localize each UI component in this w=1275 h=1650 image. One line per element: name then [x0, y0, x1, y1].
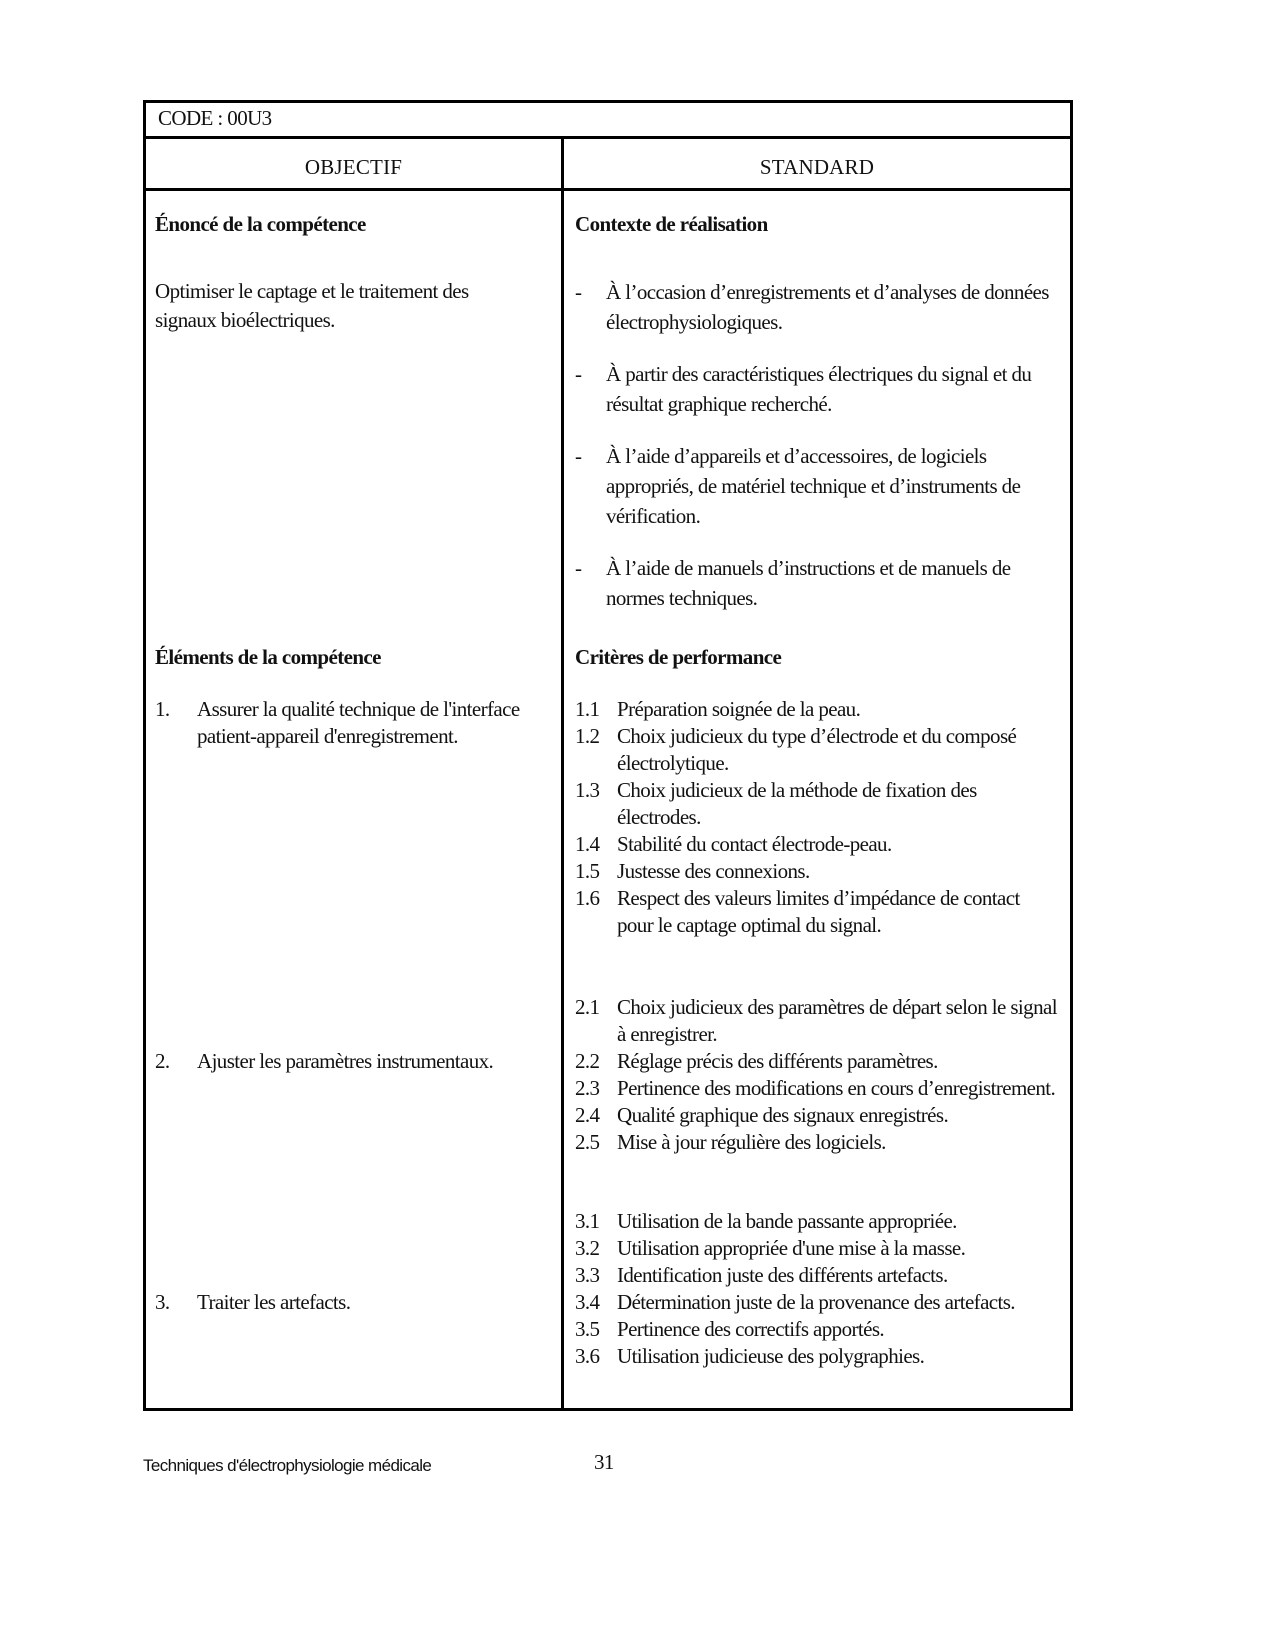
criterion	[575, 1316, 1060, 1343]
criterion	[575, 1343, 1060, 1370]
divider	[146, 188, 1070, 191]
criterion-text: Utilisation de la bande passante appropriée.	[617, 1209, 957, 1233]
criterion-text: Choix judicieux du type d’électrode et du composé électrolytique.	[617, 724, 1017, 775]
criterion-text: Utilisation appropriée d'une mise à la masse.	[617, 1236, 966, 1260]
dash: -	[575, 444, 582, 468]
criterion-text: Choix judicieux des paramètres de départ selon le signal à enregistrer.	[617, 995, 1057, 1046]
criterion-number: 2.5	[575, 1130, 600, 1154]
criterion-number: 3.5	[575, 1317, 600, 1341]
criterion-number: 2.3	[575, 1076, 600, 1100]
criterion-number: 1.5	[575, 859, 600, 883]
criterion	[575, 1102, 1060, 1129]
criterion	[575, 1289, 1060, 1316]
criterion-text: Choix judicieux de la méthode de fixation des électrodes.	[617, 778, 977, 829]
element-number: 2.	[155, 1049, 170, 1073]
enonce-title: Énoncé de la compétence	[155, 212, 366, 236]
elements-title: Éléments de la compétence	[155, 645, 381, 669]
criterion-number: 3.6	[575, 1344, 600, 1368]
criteres-title: Critères de performance	[575, 645, 782, 669]
criterion	[575, 1208, 1060, 1235]
criterion-text: Identification juste des différents artefacts.	[617, 1263, 948, 1287]
criteria-1	[575, 696, 1060, 939]
criterion	[575, 1262, 1060, 1289]
enonce-text: Optimiser le captage et le traitement des signaux bioélectriques.	[155, 279, 469, 332]
criterion-text: Pertinence des modifications en cours d’enregistrement.	[617, 1076, 1056, 1100]
criterion	[575, 1075, 1060, 1102]
header-objectif: OBJECTIF	[304, 155, 403, 179]
element-3	[155, 1289, 577, 1316]
criterion-number: 2.4	[575, 1103, 600, 1127]
criterion	[575, 1235, 1060, 1262]
element-text: Traiter les artefacts.	[197, 1290, 351, 1314]
criterion	[575, 858, 1060, 885]
criterion	[575, 723, 1060, 777]
dash: -	[575, 556, 582, 580]
criterion-text: Mise à jour régulière des logiciels.	[617, 1130, 886, 1154]
code-label: CODE : 00U3	[158, 106, 272, 130]
element-1	[155, 696, 527, 750]
list-item	[575, 277, 1055, 337]
criterion-number: 3.1	[575, 1209, 600, 1233]
criterion-text: Respect des valeurs limites d’impédance de contact pour le captage optimal du signal.	[617, 886, 1020, 937]
criterion-number: 2.1	[575, 995, 600, 1019]
element-text: Ajuster les paramètres instrumentaux.	[197, 1049, 494, 1073]
criterion	[575, 777, 1060, 831]
dash: -	[575, 280, 582, 304]
criterion-number: 3.4	[575, 1290, 600, 1314]
criterion-text: Stabilité du contact électrode-peau.	[617, 832, 892, 856]
criterion	[575, 831, 1060, 858]
criterion-number: 3.2	[575, 1236, 600, 1260]
dash: -	[575, 362, 582, 386]
criteria-3	[575, 1208, 1060, 1370]
contexte-title: Contexte de réalisation	[575, 212, 768, 236]
criterion-text: Préparation soignée de la peau.	[617, 697, 861, 721]
contexte-list	[575, 277, 1055, 635]
criterion-number: 1.3	[575, 778, 600, 802]
item-text: À partir des caractéristiques électriques du signal et du résultat graphique recherché.	[606, 362, 1032, 416]
column-divider	[561, 139, 564, 1408]
list-item	[575, 441, 1055, 531]
divider	[146, 136, 1070, 139]
element-2	[155, 1048, 577, 1075]
element-text: Assurer la qualité technique de l'interface patient-appareil d'enregistrement.	[197, 697, 520, 748]
element-number: 1.	[155, 697, 170, 721]
page-number: 31	[594, 1450, 614, 1474]
criterion-text: Utilisation judicieuse des polygraphies.	[617, 1344, 925, 1368]
criteria-2	[575, 994, 1060, 1156]
criterion-number: 1.2	[575, 724, 600, 748]
element-number: 3.	[155, 1290, 170, 1314]
header-standard: STANDARD	[759, 155, 875, 179]
list-item	[575, 359, 1055, 419]
criterion-text: Détermination juste de la provenance des artefacts.	[617, 1290, 1015, 1314]
criterion	[575, 1129, 1060, 1156]
list-item	[575, 553, 1055, 613]
criterion-text: Pertinence des correctifs apportés.	[617, 1317, 885, 1341]
criterion-number: 2.2	[575, 1049, 600, 1073]
footer-title: Techniques d'électrophysiologie médicale	[143, 1456, 432, 1475]
criterion-text: Réglage précis des différents paramètres.	[617, 1049, 938, 1073]
criterion-number: 3.3	[575, 1263, 600, 1287]
item-text: À l’occasion d’enregistrements et d’analyses de données électrophysiologiques.	[606, 280, 1049, 334]
criterion-number: 1.4	[575, 832, 600, 856]
item-text: À l’aide d’appareils et d’accessoires, de logiciels appropriés, de matériel technique et d’instruments de vérification.	[606, 444, 1021, 528]
criterion-text: Justesse des connexions.	[617, 859, 810, 883]
criterion	[575, 994, 1060, 1048]
item-text: À l’aide de manuels d’instructions et de manuels de normes techniques.	[606, 556, 1011, 610]
criterion	[575, 696, 1060, 723]
criterion-number: 1.1	[575, 697, 600, 721]
criterion	[575, 885, 1060, 939]
criterion	[575, 1048, 1060, 1075]
criterion-text: Qualité graphique des signaux enregistrés.	[617, 1103, 949, 1127]
criterion-number: 1.6	[575, 886, 600, 910]
